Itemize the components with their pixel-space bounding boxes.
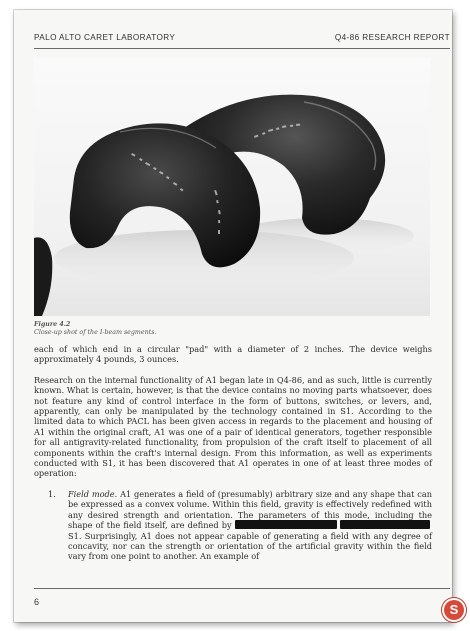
list-item-term: Field mode. (68, 488, 118, 499)
figure-caption (34, 321, 414, 337)
paragraph-2: Research on the internal functionality of A1 began late in Q4-86, and as such, little is currently known. What is certain, however, is that the device contains no moving parts whatsoever, does not feature any kind of control interface in the form of buttons, switches, or levers, and, apparently, can only be manipulated by the technology contained in S1. According to the limited data to which PACL has been given access in regards to the placement and housing of A1 within the original craft, A1 was one of a pair of identical generators, together responsible for all antigravity-related functionality, from propulsion of the craft itself to placement of all components within the craft's internal design. From this information, as well as experiments conducted with S1, it has been discovered that A1 operates in one of at least three modes of operation: (34, 374, 432, 479)
paragraph-1: each of which end in a circular "pad" with a diameter of 2 inches. The device weighs approximately 4 pounds, 3 ounces. (34, 344, 432, 365)
list-item-text-b: S1. Surprisingly, A1 does not appear capable of generating a field with any degree of concavity, nor can the strength or orientation of the artificial gravity within the field vary from one point to another. An example of (68, 530, 432, 562)
header-lab-name: PALO ALTO CARET LABORATORY (34, 33, 176, 42)
list-item-text-a: A1 generates a field of (presumably) arbitrary size and any shape that can be expressed as a convex volume. Within this field, gravity is effectively redefined with any desired strength and orientation. The parameters of this mode, including the shape of the field itself, are defined by (68, 488, 432, 531)
watermark-logo: S (444, 600, 464, 620)
figure-photo (34, 58, 430, 316)
figure-caption-text: Close-up shot of the I-beam segments. (34, 329, 157, 336)
footer-rule (34, 588, 450, 589)
figure-label: Figure 4.2 (34, 321, 71, 328)
header-report-title: Q4-86 RESEARCH REPORT (334, 33, 450, 42)
list-item-number: 1. (48, 488, 56, 499)
redaction-bar (340, 520, 430, 529)
list-item-field-mode (34, 489, 432, 562)
page-number: 6 (34, 597, 40, 607)
body-text (34, 344, 432, 562)
running-header (34, 26, 450, 49)
redaction-bar (235, 520, 337, 529)
modes-list (34, 489, 432, 562)
